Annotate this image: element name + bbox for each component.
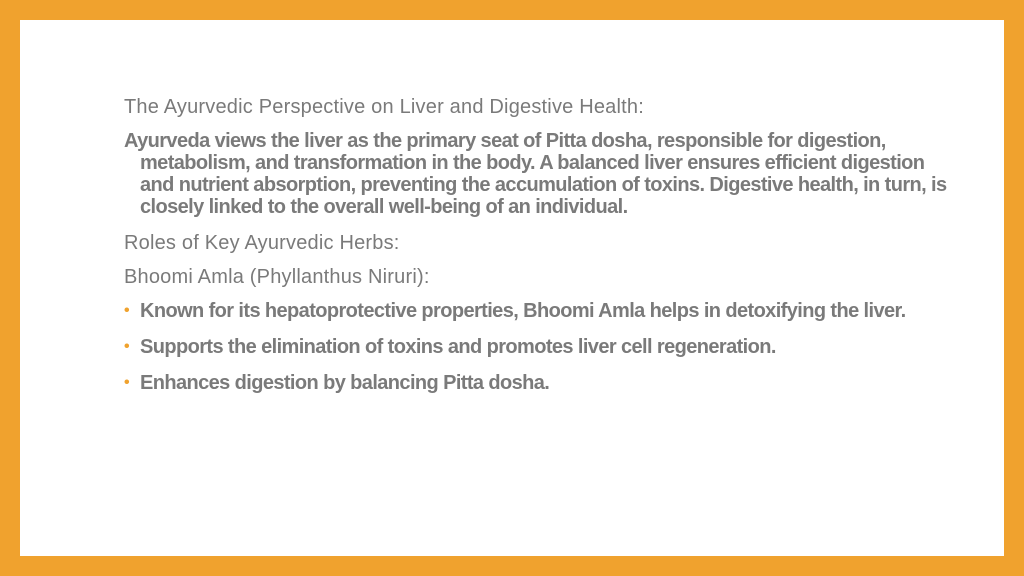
slide-content — [124, 96, 954, 408]
bullet-text: Enhances digestion by balancing Pitta dosha. — [140, 372, 550, 394]
bullet-icon: • — [124, 338, 130, 355]
bullet-item — [124, 372, 954, 394]
bullet-icon: • — [124, 302, 130, 319]
slide-canvas — [20, 20, 1004, 556]
bullet-item — [124, 336, 954, 358]
bullet-icon: • — [124, 374, 130, 391]
intro-paragraph: Ayurveda views the liver as the primary seat of Pitta dosha, responsible for digestion, metabolism, and transformation in the body. A balanced liver ensures efficient digestion and nutrient absorption, preventing the accumulation of toxins. Digestive health, in turn, is closely linked to the overall well-being of an individual. — [124, 130, 947, 218]
bullet-text: Known for its hepatoprotective properties, Bhoomi Amla helps in detoxifying the liver. — [140, 300, 906, 322]
bullet-item — [124, 300, 954, 322]
section-heading: The Ayurvedic Perspective on Liver and Digestive Health: — [124, 96, 644, 118]
bullet-text: Supports the elimination of toxins and promotes liver cell regeneration. — [140, 336, 776, 358]
subheading: Roles of Key Ayurvedic Herbs: — [124, 232, 400, 254]
bullet-list — [124, 300, 954, 394]
herb-title: Bhoomi Amla (Phyllanthus Niruri): — [124, 266, 430, 288]
